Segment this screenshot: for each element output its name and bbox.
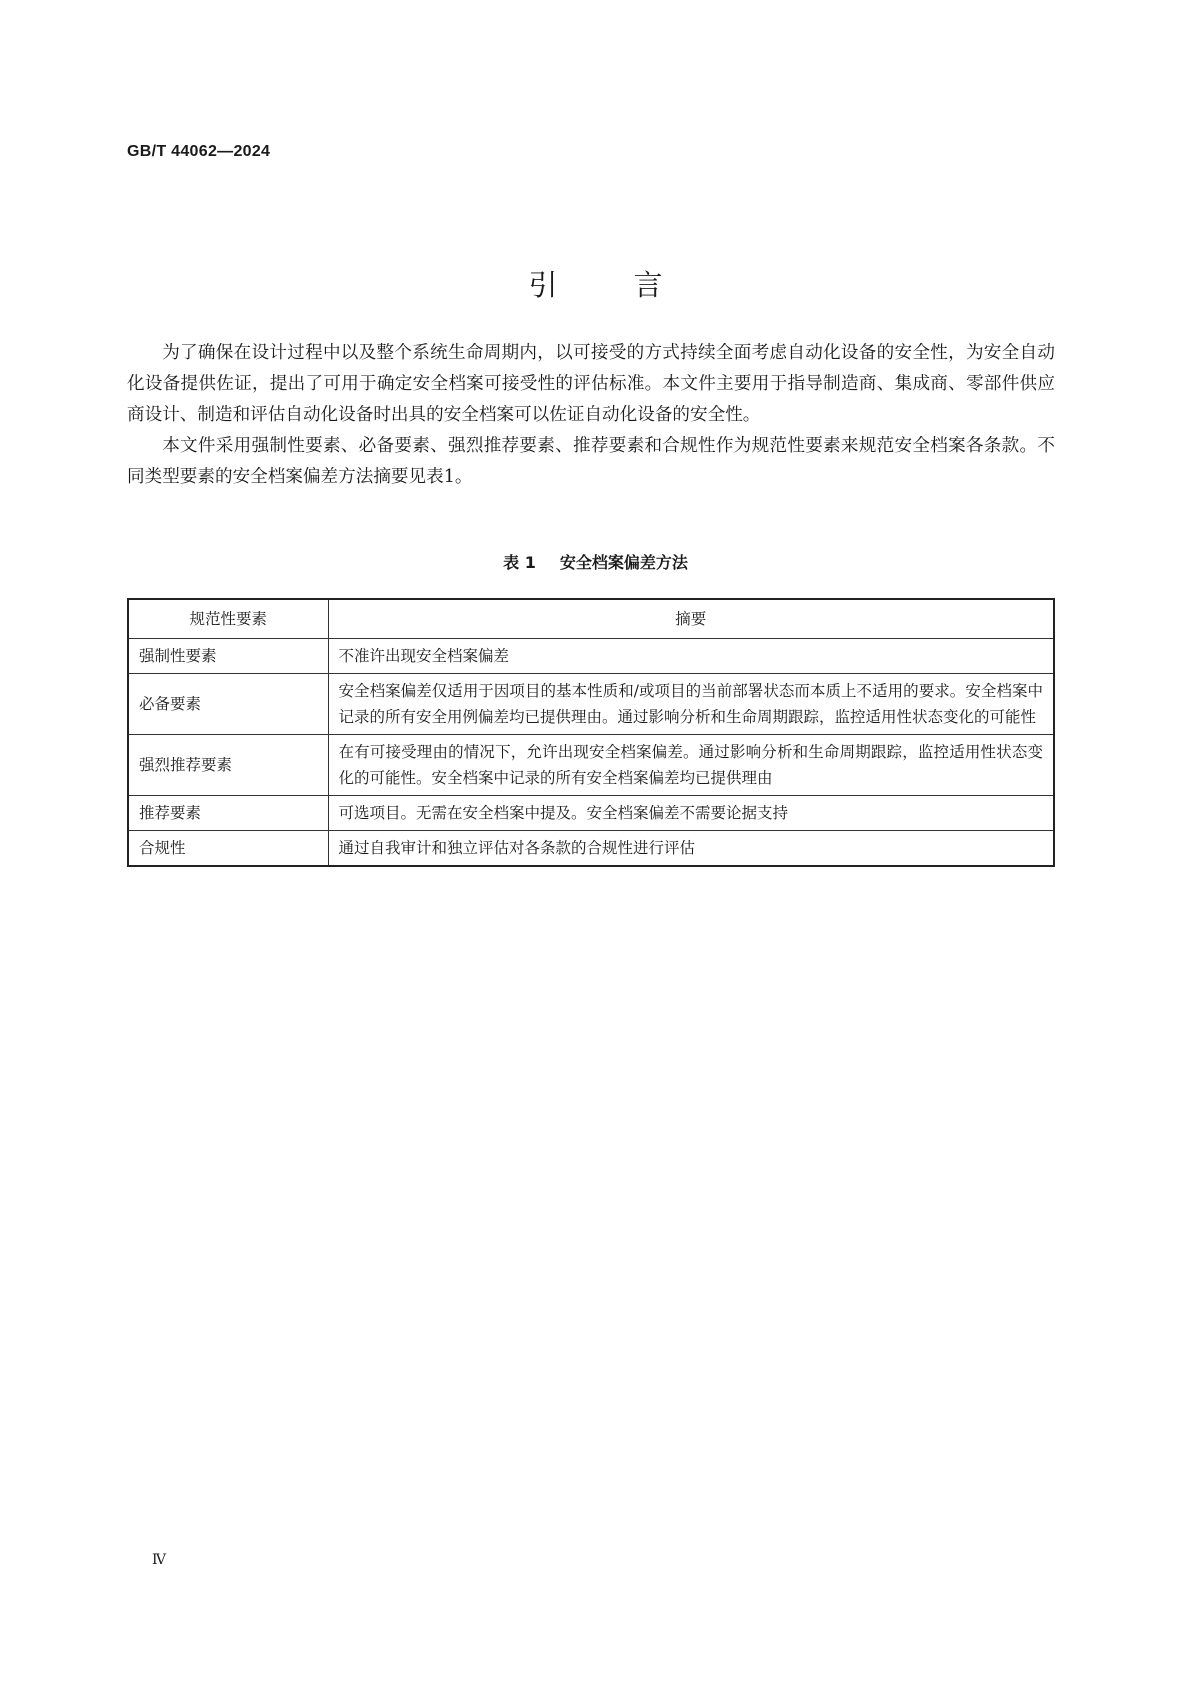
summary-cell: 在有可接受理由的情况下，允许出现安全档案偏差。通过影响分析和生命周期跟踪，监控适用性状态变化的可能性。安全档案中记录的所有安全档案偏差均已提供理由 [328, 735, 1054, 796]
table-caption [0, 550, 1191, 573]
section-title [0, 265, 1191, 305]
element-type-cell: 强制性要素 [128, 639, 328, 674]
deviation-method-table [127, 598, 1055, 867]
table-header-cell: 规范性要素 [128, 599, 328, 639]
table-row [128, 639, 1054, 674]
element-type-cell: 合规性 [128, 831, 328, 867]
element-type-cell: 强烈推荐要素 [128, 735, 328, 796]
summary-cell: 安全档案偏差仅适用于因项目的基本性质和/或项目的当前部署状态而本质上不适用的要求。安全档案中记录的所有安全用例偏差均已提供理由。通过影响分析和生命周期跟踪，监控适用性状态变化的可能性 [328, 674, 1054, 735]
table-row [128, 735, 1054, 796]
table-row [128, 831, 1054, 867]
table-header-cell: 摘要 [328, 599, 1054, 639]
summary-cell: 不准许出现安全档案偏差 [328, 639, 1054, 674]
summary-cell: 可选项目。无需在安全档案中提及。安全档案偏差不需要论据支持 [328, 796, 1054, 831]
page-number: Ⅳ [152, 1552, 166, 1568]
table-caption-title: 安全档案偏差方法 [559, 553, 688, 572]
introduction-body [127, 338, 1055, 493]
element-type-cell: 必备要素 [128, 674, 328, 735]
table-row [128, 674, 1054, 735]
table-header-row [128, 599, 1054, 639]
summary-cell: 通过自我审计和独立评估对各条款的合规性进行评估 [328, 831, 1054, 867]
section-title-char-2: 言 [633, 268, 663, 303]
standard-code: GB/T 44062—2024 [127, 143, 271, 160]
table-row [128, 796, 1054, 831]
section-title-char-1: 引 [528, 268, 558, 303]
table-caption-number: 表 1 [503, 553, 536, 572]
paragraph: 本文件采用强制性要素、必备要素、强烈推荐要素、推荐要素和合规性作为规范性要素来规范安全档案各条款。不同类型要素的安全档案偏差方法摘要见表1。 [127, 436, 1055, 487]
element-type-cell: 推荐要素 [128, 796, 328, 831]
paragraph: 为了确保在设计过程中以及整个系统生命周期内，以可接受的方式持续全面考虑自动化设备的安全性，为安全自动化设备提供佐证，提出了可用于确定安全档案可接受性的评估标准。本文件主要用于指导制造商、集成商、零部件供应商设计、制造和评估自动化设备时出具的安全档案可以佐证自动化设备的安全性。 [127, 343, 1055, 425]
